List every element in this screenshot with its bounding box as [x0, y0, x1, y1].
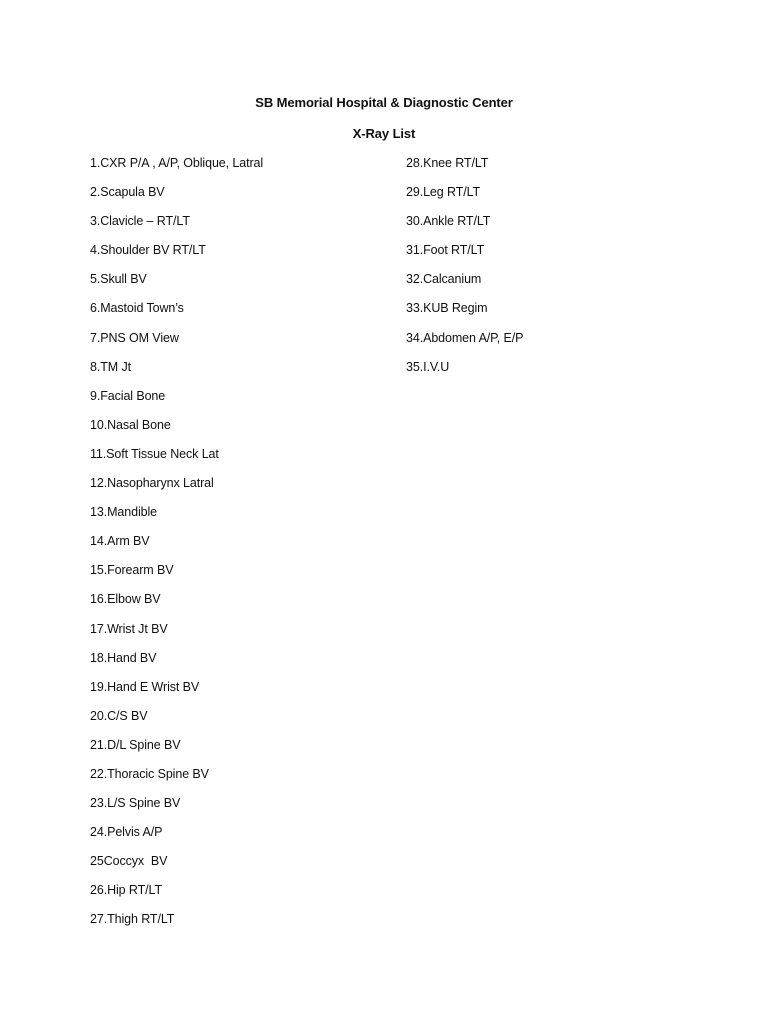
xray-list-item: 14.Arm BV	[90, 534, 150, 549]
xray-list-item: 13.Mandible	[90, 505, 158, 520]
xray-list-item: 27.Thigh RT/LT	[90, 912, 175, 927]
xray-list-item: 8.TM Jt	[90, 359, 131, 374]
xray-list-item: 6.Mastoid Town’s	[90, 301, 184, 316]
xray-list-item: 3.Clavicle – RT/LT	[90, 214, 190, 229]
xray-list-item: 9.Facial Bone	[90, 388, 166, 403]
xray-list-item: 4.Shoulder BV RT/LT	[90, 243, 206, 258]
xray-list-item: 1.CXR P/A , A/P, Oblique, Latral	[90, 156, 264, 170]
xray-list-item: 20.C/S BV	[90, 708, 148, 723]
xray-list-item: 15.Forearm BV	[90, 563, 174, 578]
xray-list-item: 17.Wrist Jt BV	[90, 621, 168, 636]
xray-list-item: 21.D/L Spine BV	[90, 737, 181, 752]
xray-list-item: 10.Nasal Bone	[90, 417, 171, 432]
xray-list-item: 5.Skull BV	[90, 272, 147, 287]
xray-list-item: 22.Thoracic Spine BV	[90, 766, 209, 781]
xray-list-item: 34.Abdomen A/P, E/P	[406, 330, 524, 345]
xray-list-item: 29.Leg RT/LT	[406, 185, 481, 200]
document-title: SB Memorial Hospital & Diagnostic Center	[255, 95, 513, 110]
xray-list-item: 11.Soft Tissue Neck Lat	[90, 446, 219, 461]
xray-list-item: 2.Scapula BV	[90, 185, 165, 200]
xray-list-item: 16.Elbow BV	[90, 592, 161, 607]
xray-list-item: 33.KUB Regim	[406, 301, 488, 316]
xray-list-item: 19.Hand E Wrist BV	[90, 679, 200, 694]
xray-list-item: 35.I.V.U	[406, 359, 450, 374]
list-heading: X-Ray List	[352, 126, 416, 141]
xray-list-item: 23.L/S Spine BV	[90, 796, 181, 811]
xray-list-item: 12.Nasopharynx Latral	[90, 476, 214, 491]
xray-list-item: 30.Ankle RT/LT	[406, 214, 491, 229]
xray-list-left-column	[90, 155, 263, 941]
xray-list-item: 24.Pelvis A/P	[90, 825, 163, 840]
xray-list-item: 25Coccyx BV	[90, 854, 168, 869]
xray-list-item: 18.Hand BV	[90, 650, 157, 665]
xray-list-item: 31.Foot RT/LT	[406, 243, 485, 258]
xray-list-item: 26.Hip RT/LT	[90, 883, 162, 898]
xray-list-item: 32.Calcanium	[406, 272, 482, 287]
xray-list-item: 7.PNS OM View	[90, 330, 179, 345]
xray-list-right-column	[406, 155, 523, 388]
xray-list-item: 28.Knee RT/LT	[406, 156, 489, 170]
